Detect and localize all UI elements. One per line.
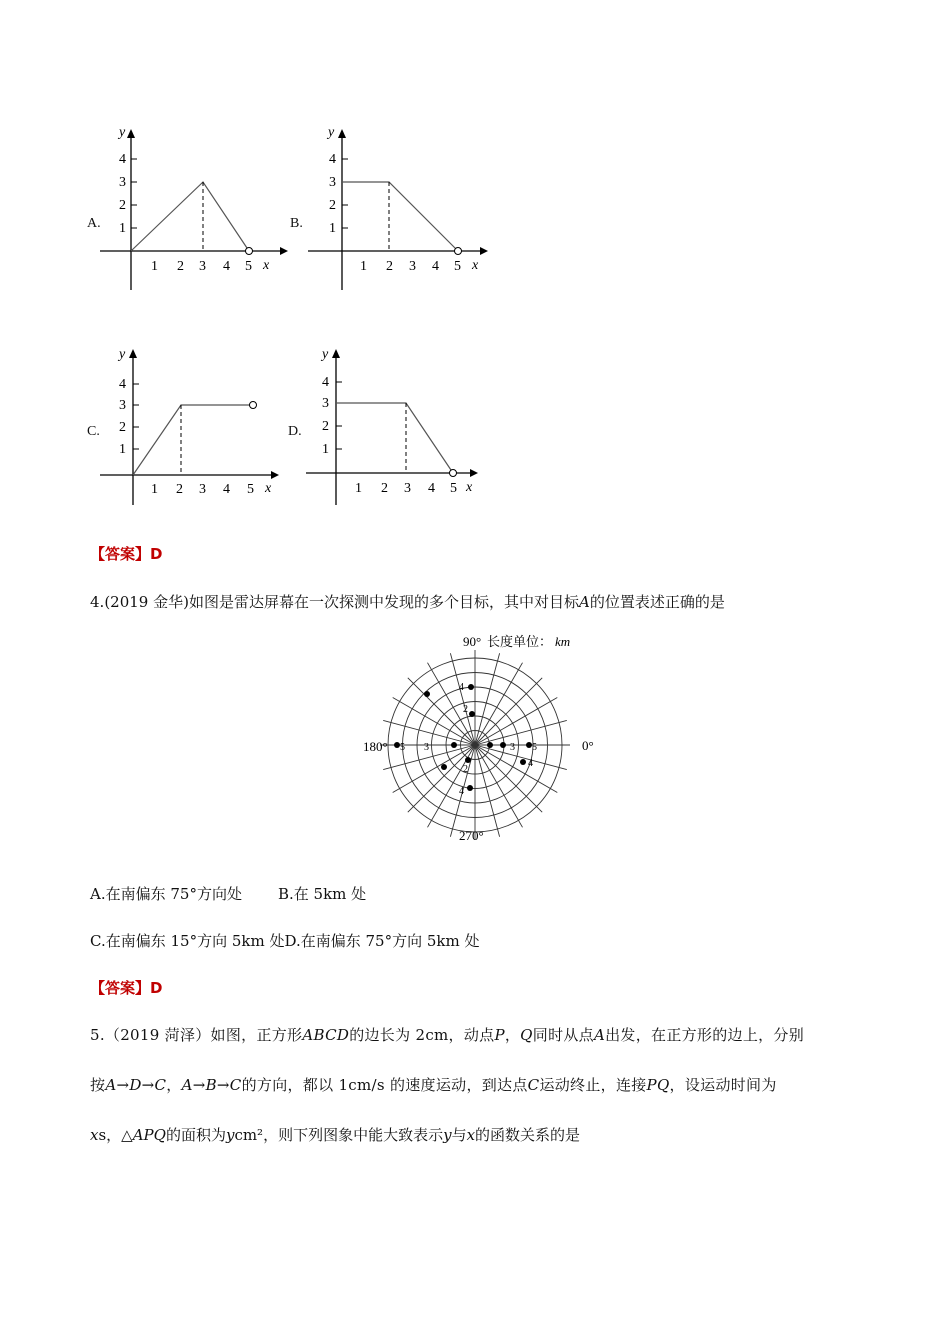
choice-line-1 [90,883,366,904]
radar-target [469,711,475,717]
ring-label-3-right: 3 [510,742,515,753]
svg-text:2: 2 [119,420,126,435]
graph-d-svg [288,340,498,520]
question-5-line-3: xs，△APQ的面积为ycm²，则下列图象中能大致表示y与x的函数关系的是 [90,1126,581,1144]
svg-text:x: x [466,480,473,495]
ring-label-3-left: 3 [424,742,429,753]
radar-target [487,742,493,748]
radar-target [526,742,532,748]
graph-option-c [85,340,295,520]
radar-spoke [383,745,475,770]
graph-c-line [133,405,253,475]
radar-right-label: 0° [582,738,594,753]
svg-text:y: y [119,347,126,362]
ring-label-4-bottom: 4 [459,786,464,797]
graph-option-d [288,340,498,520]
y-tick-2: 2 [119,198,126,213]
radar-unit-label: 长度单位： [487,634,553,649]
radar-spoke [475,745,500,837]
svg-text:2: 2 [386,259,393,274]
svg-text:4: 4 [223,482,230,497]
svg-text:2: 2 [381,481,388,496]
graph-b-line [342,182,458,251]
y-tick-1: 1 [119,221,126,236]
ring-label-2-top: 2 [463,704,468,715]
x-axis-label: x [263,258,270,273]
question-5-line-2: 按A→D→C，A→B→C的方向，都以 1cm/s 的速度运动，到达点C运动终止，连接PQ，设运动时间为 [90,1076,777,1094]
svg-text:2: 2 [322,419,329,434]
radar-target [500,742,506,748]
svg-text:5: 5 [454,259,461,274]
choice-line-2[interactable]: C.在南偏东 15°方向 5km 处D.在南偏东 75°方向 5km 处 [90,932,480,950]
q4-text-before: 如图是雷达屏幕在一次探测中发现的多个目标，其中对目标 [188,593,579,611]
radar-target [468,684,474,690]
svg-text:3: 3 [119,398,126,413]
radar-target [520,759,526,765]
svg-text:3: 3 [199,482,206,497]
svg-text:5: 5 [450,481,457,496]
radar-spoke [383,720,475,745]
graph-b-svg [290,120,500,300]
ring-label-4-top: 4 [459,682,464,693]
ring-label-5-right: 5 [532,742,537,753]
svg-text:3: 3 [329,175,336,190]
ring-label-2-bottom: 2 [463,764,468,775]
answer-label-1: 【答案】D [90,545,163,563]
graph-a-open-point [246,248,253,255]
svg-text:x: x [265,481,272,496]
svg-text:4: 4 [329,152,336,167]
svg-text:y: y [328,125,335,140]
graph-option-a [85,120,295,300]
q4-number: 4. [90,593,105,611]
svg-text:1: 1 [322,442,329,457]
option-a-label: A. [87,216,101,231]
radar-left-label: 180° [363,739,388,754]
radar-svg [355,628,595,848]
radar-target [424,691,430,697]
radar-spoke [450,653,475,745]
svg-text:1: 1 [119,442,126,457]
radar-top-label: 90° [463,634,482,649]
x-tick-4: 4 [223,259,230,274]
graph-a-line [131,182,249,251]
radar-figure [355,628,595,848]
svg-text:1: 1 [329,221,336,236]
question-4 [90,591,725,612]
y-tick-3: 3 [119,175,126,190]
radar-target [467,785,473,791]
choice-b[interactable]: B.在 5km 处 [277,885,367,903]
ring-label-5-left: 5 [400,742,405,753]
svg-text:3: 3 [404,481,411,496]
y-tick-4: 4 [119,152,126,167]
q4-source: (2019 金华) [104,593,189,611]
radar-spoke [475,745,567,770]
svg-text:5: 5 [247,482,254,497]
x-tick-3: 3 [199,259,206,274]
svg-text:1: 1 [360,259,367,274]
q4-text-after: 的位置表述正确的是 [589,593,725,611]
x-tick-5: 5 [245,259,252,274]
option-b-label: B. [290,216,303,231]
q4-var: A [578,593,590,611]
radar-target [465,757,471,763]
y-axis-label: y [119,125,126,140]
svg-text:3: 3 [409,259,416,274]
svg-text:1: 1 [355,481,362,496]
option-c-label: C. [87,424,100,439]
svg-text:4: 4 [428,481,435,496]
answer-label-2: 【答案】D [90,979,163,997]
radar-target [451,742,457,748]
radar-spoke [475,720,567,745]
radar-target [441,764,447,770]
radar-target [394,742,400,748]
x-tick-2: 2 [177,259,184,274]
radar-unit: km [555,634,571,649]
svg-text:4: 4 [432,259,439,274]
svg-text:2: 2 [329,198,336,213]
svg-text:y: y [322,347,329,362]
radar-bottom-label: 270° [459,828,484,843]
radar-spoke [475,653,500,745]
question-5-line-1: 5.（2019 菏泽）如图，正方形ABCD的边长为 2cm，动点P，Q同时从点A出发，在正方形的边上，分别 [90,1026,805,1044]
svg-text:4: 4 [119,377,126,392]
graph-d-line [336,403,453,473]
choice-a[interactable]: A.在南偏东 75°方向处 [90,885,242,903]
svg-text:x: x [472,258,479,273]
svg-text:1: 1 [151,482,158,497]
radar-grid [380,650,570,840]
svg-text:3: 3 [322,396,329,411]
graph-option-b [290,120,500,300]
graph-a-svg [85,120,295,300]
x-tick-1: 1 [151,259,158,274]
svg-text:2: 2 [176,482,183,497]
svg-text:4: 4 [322,375,329,390]
option-d-label: D. [288,424,302,439]
ring-label-4-lower-right: 4 [528,758,533,769]
graph-c-svg [85,340,295,520]
